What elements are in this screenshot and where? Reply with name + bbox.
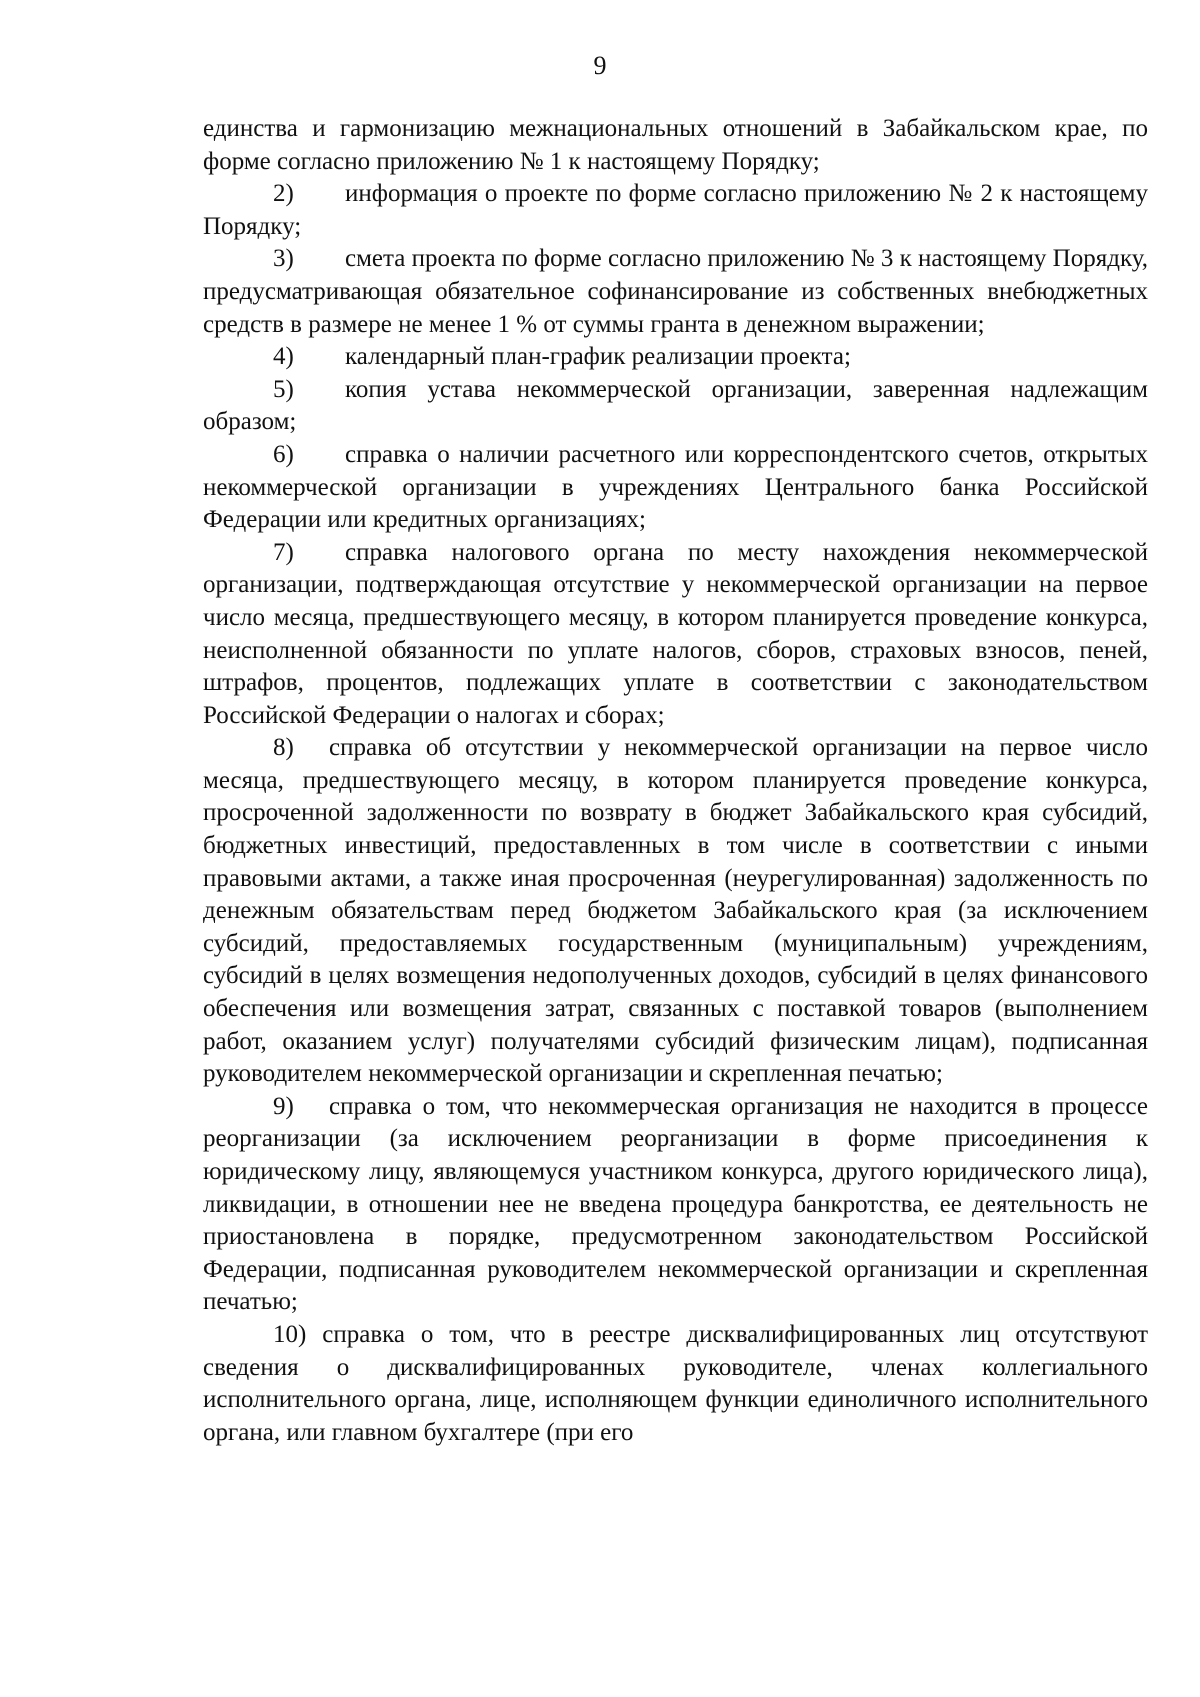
- list-item-2: [203, 178, 1148, 243]
- item-text: календарный план-график реализации проекта;: [345, 343, 851, 371]
- item-number: 3): [273, 245, 294, 273]
- continuation-paragraph: единства и гармонизацию межнациональных отношений в Забайкальском крае, по форме согласно приложению № 1 к настоящему Порядку;: [203, 115, 1148, 175]
- item-text: копия устава некоммерческой организации, заверенная надлежащим образом;: [203, 375, 1148, 436]
- item-number: 10): [273, 1320, 307, 1348]
- list-item-5: [203, 374, 1148, 439]
- item-text: справка о наличии расчетного или корреспондентского счетов, открытых некоммерческой организации в учреждениях Центрального банка Российской Федерации или кредитных организациях;: [203, 440, 1148, 534]
- list-item-7: [203, 537, 1148, 733]
- list-item-8: [203, 732, 1148, 1091]
- item-number: 6): [273, 440, 294, 468]
- item-text: смета проекта по форме согласно приложению № 3 к настоящему Порядку, предусматривающая обязательное софинансирование из собственных внебюджетных средств в размере не менее 1 % от суммы гранта в денежном выражении;: [203, 245, 1148, 338]
- item-text: справка об отсутствии у некоммерческой организации на первое число месяца, предшествующего месяцу, в котором планируется проведение конкурса, просроченной задолженности по возврату в бюджет Забайкальского края субсидий, бюджетных инвестиций, предоставленных в том числе в соответствии с иными правовыми актами, а также иная просроченная (неурегулированная) задолженность по денежным обязательствам перед бюджетом Забайкальского края (за исключением субсидий, предоставляемых государственным (муниципальным) учреждениям, субсидий в целях возмещения недополученных доходов, субсидий в целях финансового обеспечения или возмещения затрат, связанных с поставкой товаров (выполнением работ, оказанием услуг) получателями субсидий физическим лицам), подписанная руководителем некоммерческой организации и скрепленная печатью;: [203, 734, 1148, 1088]
- list-item-10: [203, 1319, 1148, 1449]
- item-number: 7): [273, 538, 294, 566]
- item-number: 5): [273, 375, 294, 403]
- item-number: 9): [273, 1092, 294, 1120]
- item-number: 8): [273, 734, 294, 762]
- list-item-4: [203, 341, 1148, 374]
- item-text: справка налогового органа по месту нахождения некоммерческой организации, подтверждающая отсутствие у некоммерческой организации на первое число месяца, предшествующего месяцу, в котором планируется проведение конкурса, неисполненной обязанности по уплате налогов, сборов, страховых взносов, пеней, штрафов, процентов, подлежащих уплате в соответствии с законодательством Российской Федерации о налогах и сборах;: [203, 538, 1148, 729]
- item-number: 4): [273, 343, 294, 371]
- page-number: 9: [593, 51, 607, 80]
- list-item-9: [203, 1091, 1148, 1319]
- list-item-6: [203, 439, 1148, 537]
- item-text: информация о проекте по форме согласно приложению № 2 к настоящему Порядку;: [203, 180, 1148, 240]
- list-item-3: [203, 243, 1148, 341]
- document-body: [203, 113, 1148, 1449]
- item-text: справка о том, что некоммерческая организация не находится в процессе реорганизации (за исключением реорганизации в форме присоединения к юридическому лицу, являющемуся участником конкурса, другого юридического лица), ликвидации, в отношении нее не введена процедура банкротства, ее деятельность не приостановлена в порядке, предусмотренном законодательством Российской Федерации, подписанная руководителем некоммерческой организации и скрепленная печатью;: [203, 1092, 1148, 1316]
- item-text: справка о том, что в реестре дисквалифицированных лиц отсутствуют сведения о дисквалифицированных руководителе, членах коллегиального исполнительного органа, лице, исполняющем функции единоличного исполнительного органа, или главном бухгалтере (при его: [203, 1320, 1149, 1446]
- item-number: 2): [273, 180, 294, 208]
